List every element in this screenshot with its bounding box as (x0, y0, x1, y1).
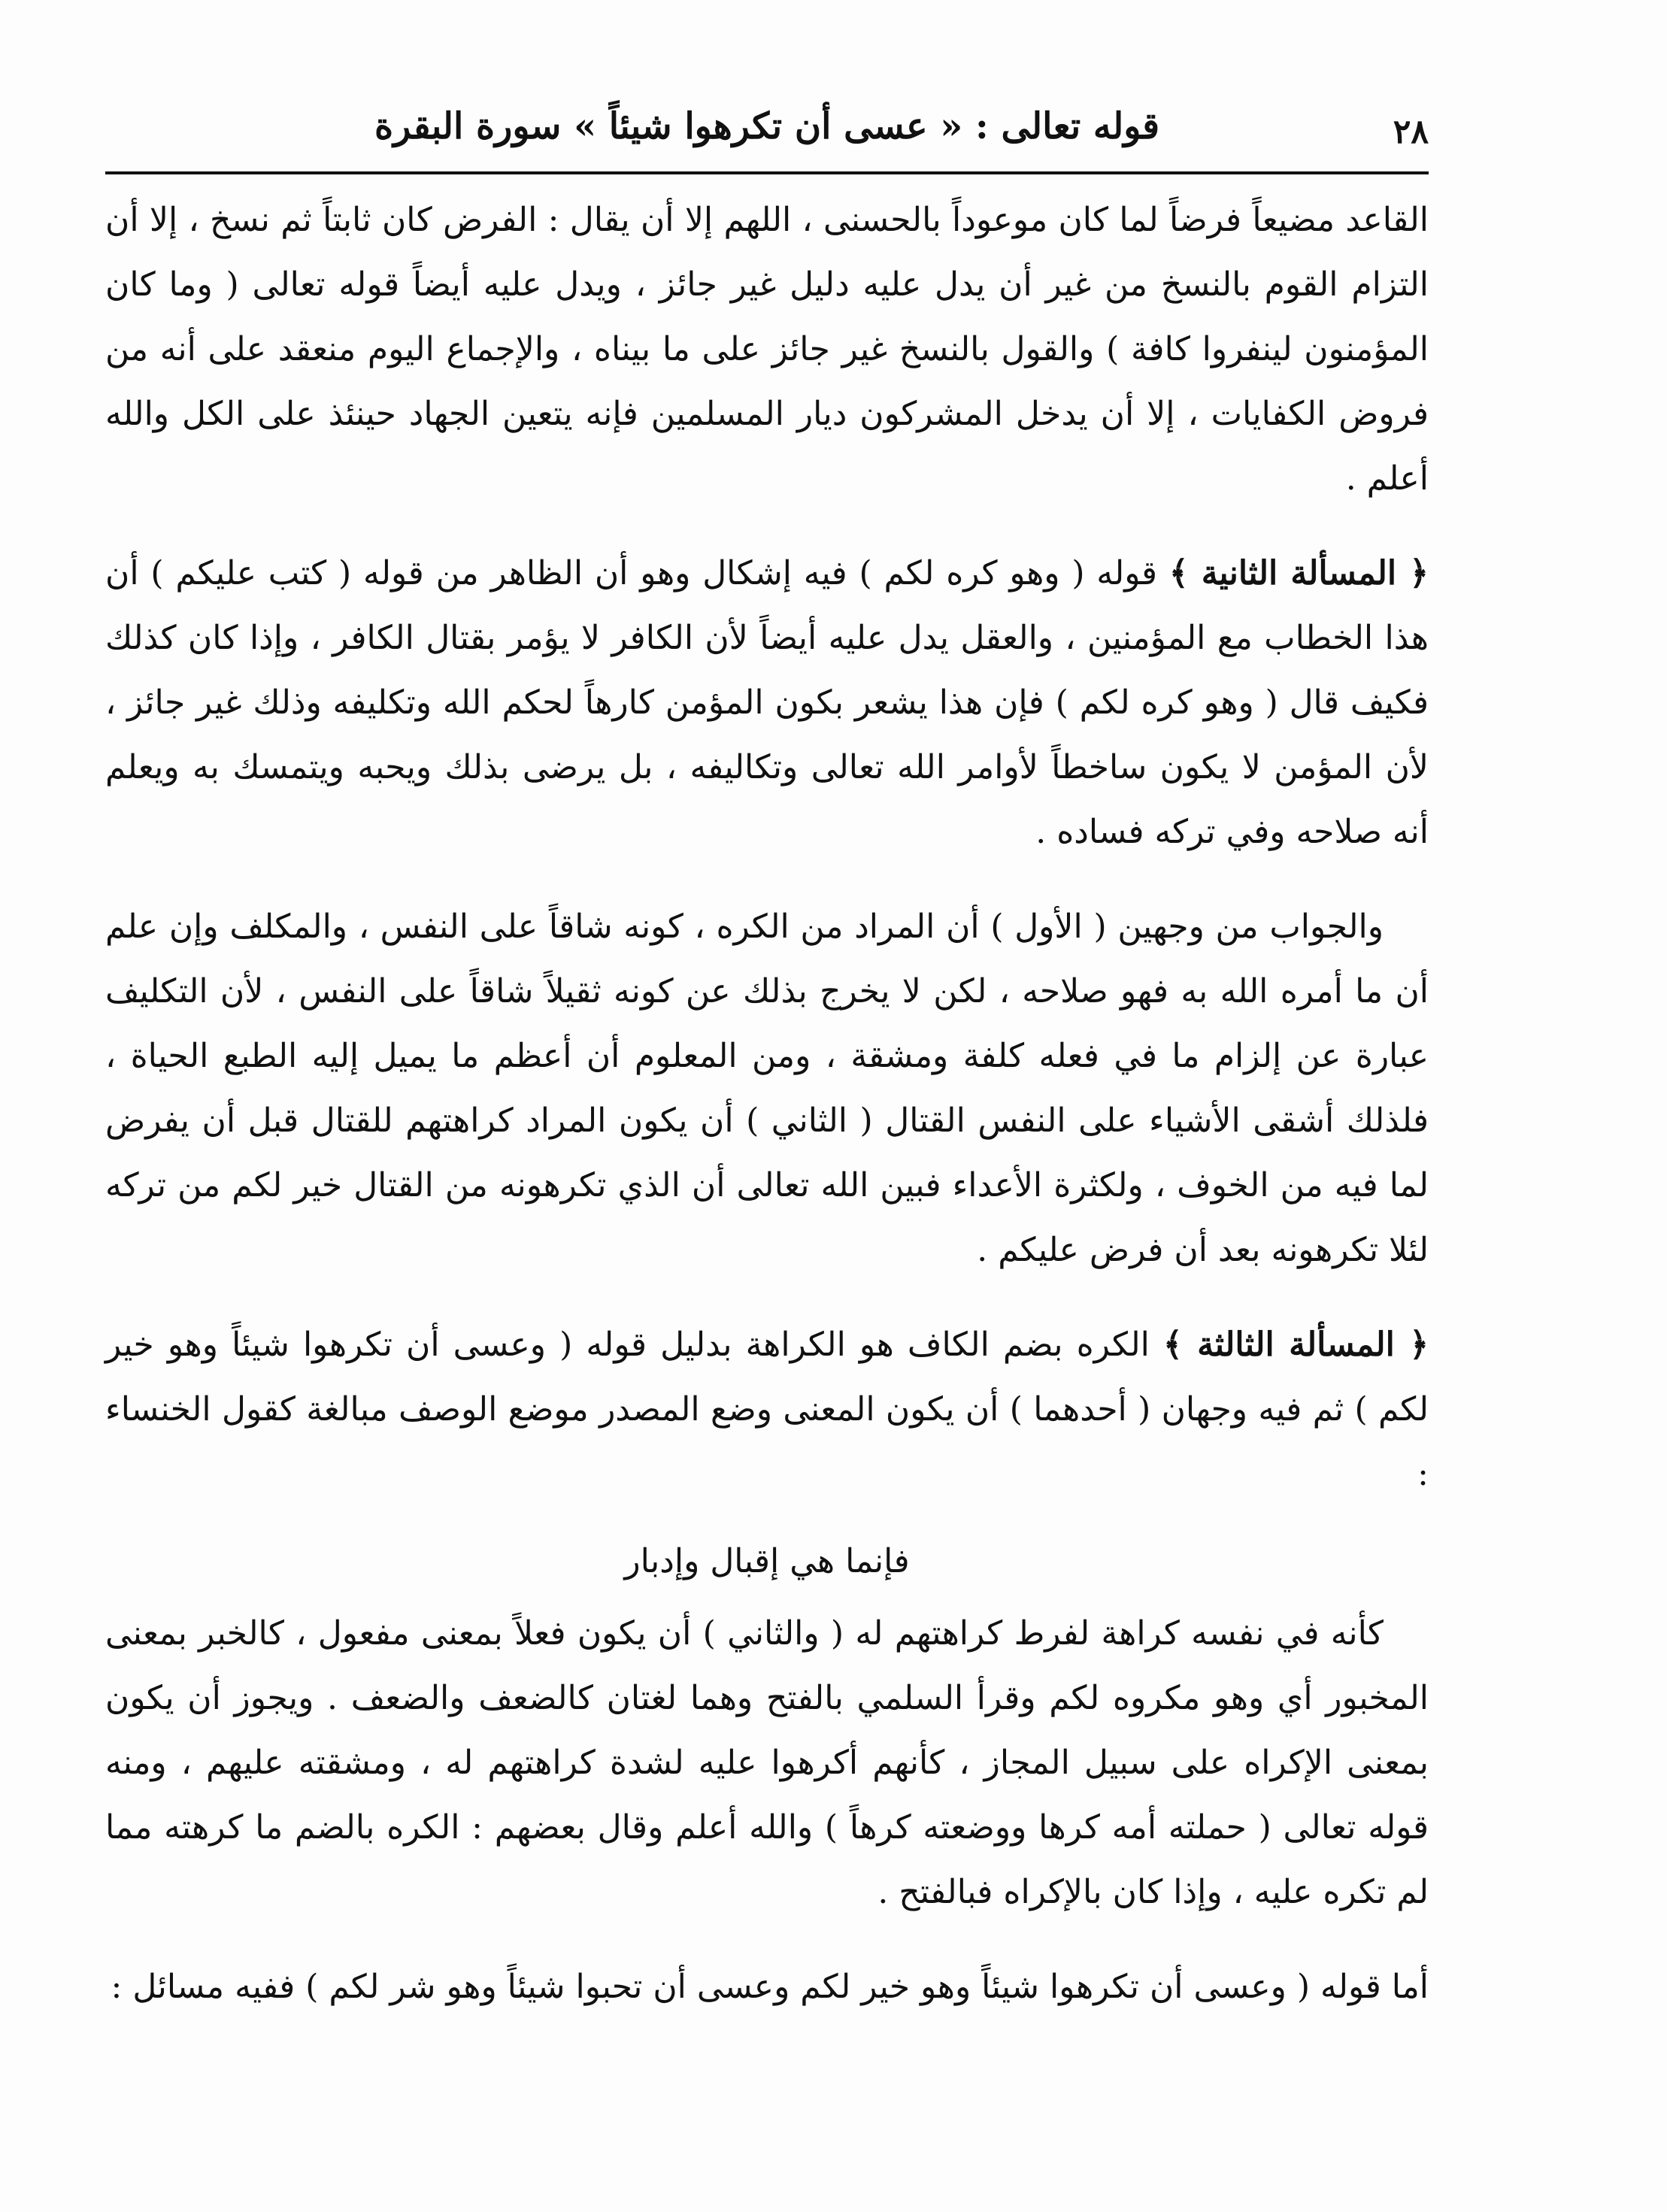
paragraph-4 (105, 1313, 1429, 1507)
paragraph-2-text: قوله ( وهو كره لكم ) فيه إشكال وهو أن الظاهر من قوله ( كتب عليكم ) أن هذا الخطاب مع المؤمنين ، والعقل يدل عليه أيضاً لأن الكافر لا يؤمر بقتال الكافر ، وإذا كان كذلك فكيف قال ( وهو كره لكم ) فإن هذا يشعر بكون المؤمن كارهاً لحكم الله وتكليفه وذلك غير جائز ، لأن المؤمن لا يكون ساخطاً لأوامر الله تعالى وتكاليفه ، بل يرضى بذلك ويحبه ويتمسك به ويعلم أنه صلاحه وفي تركه فساده . (105, 554, 1429, 851)
issue-two-marker: ﴿ المسألة الثانية ﴾ (1168, 554, 1429, 592)
page-header (105, 98, 1429, 165)
header-rule (105, 171, 1429, 174)
paragraph-6 (105, 1955, 1429, 2020)
paragraph-5-text: كأنه في نفسه كراهة لفرط كراهتهم له ( والثاني ) أن يكون فعلاً بمعنى مفعول ، كالخبر بمعنى المخبور أي وهو مكروه لكم وقرأ السلمي بالفتح وهما لغتان كالضعف والضعف . ويجوز أن يكون بمعنى الإكراه على سبيل المجاز ، كأنهم أكرهوا عليه لشدة كراهتهم له ، ومشقته عليهم ، ومنه قوله تعالى ( حملته أمه كرها ووضعته كرهاً ) والله أعلم وقال بعضهم : الكره بالضم ما كرهته مما لم تكره عليه ، وإذا كان بالإكراه فبالفتح . (105, 1614, 1429, 1911)
running-title: قوله تعالى : « عسى أن تكرهوا شيئاً » سورة البقرة (374, 105, 1160, 147)
paragraph-3 (105, 895, 1429, 1283)
paragraph-3-text: والجواب من وجهين ( الأول ) أن المراد من الكره ، كونه شاقاً على النفس ، والمكلف وإن علم أن ما أمره الله به فهو صلاحه ، لكن لا يخرج بذلك عن كونه ثقيلاً شاقاً على النفس ، لأن التكليف عبارة عن إلزام ما في فعله كلفة ومشقة ، ومن المعلوم أن أعظم ما يميل إليه الطبع الحياة ، فلذلك أشقى الأشياء على النفس القتال ( الثاني ) أن يكون المراد كراهتهم للقتال قبل أن يفرض لما فيه من الخوف ، ولكثرة الأعداء فبين الله تعالى أن الذي تكرهونه من القتال خير لكم من تركه لئلا تكرهونه بعد أن فرض عليكم . (105, 908, 1429, 1269)
paragraph-4-text: الكره بضم الكاف هو الكراهة بدليل قوله ( وعسى أن تكرهوا شيئاً وهو خير لكم ) ثم فيه وجهان ( أحدهما ) أن يكون المعنى وضع المصدر موضع الوصف مبالغة كقول الخنساء : (105, 1326, 1429, 1493)
poetry-verse: فإنما هي إقبال وإدبار (624, 1542, 910, 1580)
page-body (105, 188, 1429, 2050)
paragraph-6-text: أما قوله ( وعسى أن تكرهوا شيئاً وهو خير لكم وعسى أن تحبوا شيئاً وهو شر لكم ) ففيه مسائل : (111, 1968, 1429, 2006)
paragraph-5 (105, 1601, 1429, 1925)
paragraph-1-text: القاعد مضيعاً فرضاً لما كان موعوداً بالحسنى ، اللهم إلا أن يقال : الفرض كان ثابتاً ثم نسخ ، إلا أن التزام القوم بالنسخ من غير أن يدل عليه دليل غير جائز ، ويدل عليه أيضاً قوله تعالى ( وما كان المؤمنون لينفروا كافة ) والقول بالنسخ غير جائز على ما بيناه ، والإجماع اليوم منعقد على أنه من فروض الكفايات ، إلا أن يدخل المشركون ديار المسلمين فإنه يتعين الجهاد حينئذ على الكل والله أعلم . (105, 201, 1429, 498)
paragraph-2 (105, 541, 1429, 865)
paragraph-1 (105, 188, 1429, 511)
page-number: ٢٨ (1393, 113, 1429, 151)
issue-three-marker: ﴿ المسألة الثالثة ﴾ (1162, 1326, 1429, 1364)
